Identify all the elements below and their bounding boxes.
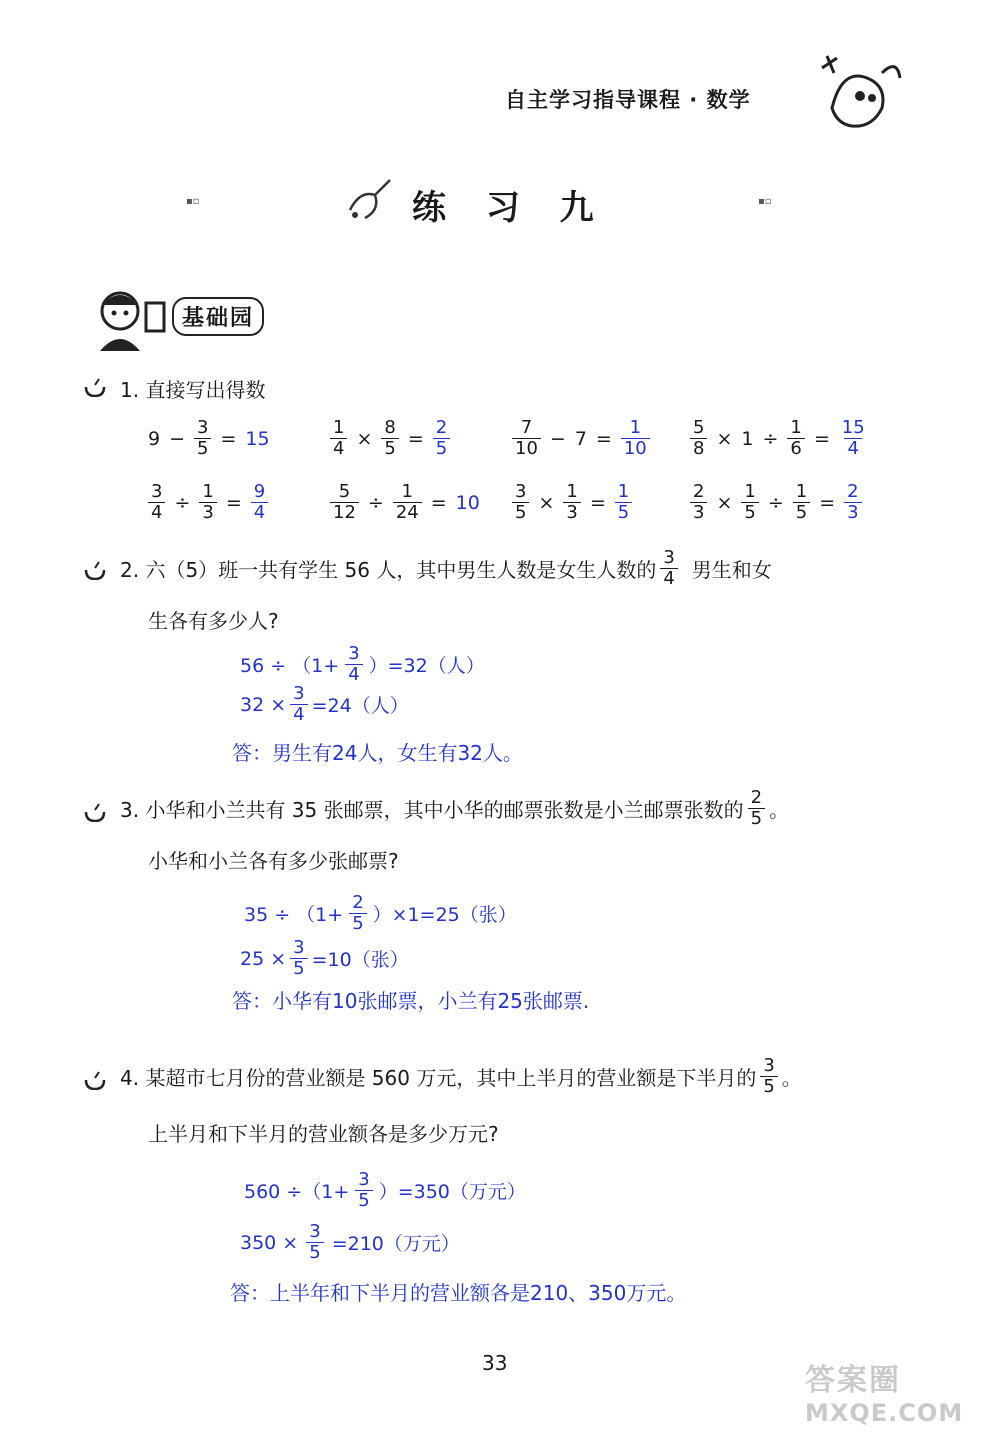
operator: − xyxy=(549,427,566,450)
numerator: 1 xyxy=(795,481,808,502)
book-header: 自主学习指导课程 · 数学 xyxy=(505,88,751,112)
solution-text: ）×1=25（张） xyxy=(372,904,517,926)
operator: × xyxy=(356,427,373,450)
q4-solution-line-2 xyxy=(240,1222,460,1263)
denominator: 4 xyxy=(330,438,347,459)
solution-text: =10（张） xyxy=(311,949,409,971)
q1-item-6 xyxy=(330,482,480,523)
q4-answer: 答：上半年和下半月的营业额各是210、350万元。 xyxy=(230,1281,687,1305)
denominator: 5 xyxy=(741,502,758,523)
question-text: 3. 小华和小兰共有 35 张邮票，其中小华的邮票张数是小兰邮票张数的 xyxy=(120,798,744,822)
denominator: 5 xyxy=(306,1242,323,1263)
q1-item-1 xyxy=(148,418,270,459)
numerator: 3 xyxy=(309,1221,321,1242)
denominator: 5 xyxy=(760,1076,777,1097)
denominator: 3 xyxy=(690,502,707,523)
denominator: 4 xyxy=(290,704,307,725)
numerator: 3 xyxy=(151,481,163,502)
bird-icon xyxy=(340,170,400,225)
numerator: 8 xyxy=(384,417,396,438)
equals: = xyxy=(589,491,606,514)
denominator: 12 xyxy=(330,502,359,523)
title-ornament-right: ▪▫ xyxy=(758,196,772,207)
solution-text: 25 × xyxy=(240,947,287,970)
watermark-url: MXQE.COM xyxy=(805,1399,964,1427)
denominator: 5 xyxy=(512,502,529,523)
q1-item-8 xyxy=(690,482,862,523)
solution-text: 35 ÷ （1+ xyxy=(244,904,344,926)
question-4-text-line2: 上半月和下半月的营业额各是多少万元? xyxy=(148,1122,499,1146)
denominator: 4 xyxy=(148,502,165,523)
denominator: 4 xyxy=(844,438,861,459)
solution-text: =24（人） xyxy=(311,695,409,717)
operand: 7 xyxy=(574,427,587,450)
denominator: 3 xyxy=(563,502,580,523)
title-ornament-left: ▪▫ xyxy=(186,196,200,207)
fraction xyxy=(393,482,422,523)
numerator: 5 xyxy=(693,417,705,438)
apple-icon xyxy=(82,560,108,580)
operator: × xyxy=(716,491,733,514)
q4-solution-line-1 xyxy=(244,1170,526,1211)
answer-fraction xyxy=(844,482,861,523)
q2-solution-line-2 xyxy=(240,684,409,725)
fraction xyxy=(760,1056,777,1097)
numerator: 2 xyxy=(693,481,705,502)
question-2-text-line2: 生各有多少人? xyxy=(148,609,279,633)
question-1-label: 1. 直接写出得数 xyxy=(120,378,266,402)
numerator: 2 xyxy=(435,417,448,438)
denominator: 5 xyxy=(615,502,632,523)
fraction xyxy=(381,418,398,459)
q1-item-3 xyxy=(512,418,650,459)
q1-item-7 xyxy=(512,482,632,523)
apple-icon xyxy=(82,377,108,397)
q2-answer: 答：男生有24人，女生有32人。 xyxy=(232,741,523,765)
apple-icon xyxy=(82,1070,108,1090)
operator: ÷ xyxy=(767,491,784,514)
fraction xyxy=(660,548,677,589)
solution-text: 56 ÷ （1+ xyxy=(240,655,340,677)
numerator: 3 xyxy=(763,1055,775,1076)
fraction xyxy=(330,482,359,523)
denominator: 5 xyxy=(355,1190,372,1211)
answer-fraction xyxy=(251,482,268,523)
fraction xyxy=(306,1222,323,1263)
equals: = xyxy=(220,427,237,450)
question-4-text xyxy=(120,1056,802,1097)
denominator: 5 xyxy=(433,438,450,459)
watermark-logo-text: 答案圈 xyxy=(805,1363,901,1398)
fraction xyxy=(793,482,810,523)
denominator: 24 xyxy=(393,502,422,523)
answer: 15 xyxy=(245,427,270,450)
fraction xyxy=(741,482,758,523)
fraction xyxy=(690,418,707,459)
numerator: 3 xyxy=(515,481,527,502)
solution-text: 350 × xyxy=(240,1231,299,1254)
fraction xyxy=(690,482,707,523)
question-3-text-line2: 小华和小兰各有多少张邮票? xyxy=(148,849,399,873)
question-text: 4. 某超市七月份的营业额是 560 万元，其中上半月的营业额是下半月的 xyxy=(120,1066,757,1090)
q3-answer: 答：小华有10张邮票，小兰有25张邮票. xyxy=(232,989,590,1013)
numerator: 2 xyxy=(750,787,763,808)
numerator: 3 xyxy=(348,643,360,664)
numerator: 1 xyxy=(401,481,413,502)
numerator: 9 xyxy=(253,481,266,502)
fraction xyxy=(345,644,362,685)
numerator: 2 xyxy=(352,892,364,913)
numerator: 5 xyxy=(338,481,351,502)
section-label: 基础园 xyxy=(172,297,264,336)
denominator: 5 xyxy=(748,808,765,829)
fraction xyxy=(194,418,211,459)
operator: − xyxy=(169,427,186,450)
denominator: 6 xyxy=(787,438,804,459)
fraction xyxy=(290,684,307,725)
numerator: 1 xyxy=(566,481,578,502)
equals: = xyxy=(225,491,242,514)
fraction xyxy=(330,418,347,459)
question-text: 。 xyxy=(769,798,790,822)
fraction xyxy=(563,482,580,523)
denominator: 5 xyxy=(290,958,307,979)
operand: 1 xyxy=(741,427,754,450)
fraction xyxy=(349,893,366,934)
numerator: 3 xyxy=(358,1169,370,1190)
numerator: 2 xyxy=(847,481,859,502)
denominator: 10 xyxy=(512,438,541,459)
page-number: 33 xyxy=(482,1351,508,1375)
operator: ÷ xyxy=(174,491,191,514)
denominator: 10 xyxy=(621,438,650,459)
denominator: 5 xyxy=(194,438,211,459)
operator: ÷ xyxy=(762,427,779,450)
page-title: 练 习 九 xyxy=(412,188,608,228)
numerator: 1 xyxy=(790,417,802,438)
numerator: 1 xyxy=(202,481,214,502)
denominator: 4 xyxy=(251,502,268,523)
cartoon-figure-icon xyxy=(812,48,902,140)
watermark xyxy=(805,1355,990,1430)
q3-solution-line-1 xyxy=(244,893,517,934)
fraction xyxy=(290,938,307,979)
numerator: 3 xyxy=(197,417,209,438)
fraction xyxy=(512,482,529,523)
fraction xyxy=(787,418,804,459)
fraction xyxy=(512,418,541,459)
question-3-text xyxy=(120,788,789,829)
q1-item-5 xyxy=(148,482,268,523)
equals: = xyxy=(819,491,836,514)
operator: × xyxy=(716,427,733,450)
solution-text: 32 × xyxy=(240,693,287,716)
fraction xyxy=(355,1170,372,1211)
operator: × xyxy=(538,491,555,514)
fraction xyxy=(199,482,216,523)
denominator: 4 xyxy=(345,664,362,685)
equals: = xyxy=(595,427,612,450)
numerator: 1 xyxy=(744,481,756,502)
equals: = xyxy=(407,427,424,450)
denominator: 4 xyxy=(660,568,677,589)
numerator: 3 xyxy=(293,937,305,958)
question-text: 男生和女 xyxy=(691,558,772,582)
numerator: 1 xyxy=(617,481,630,502)
solution-text: =210（万元） xyxy=(331,1233,460,1255)
solution-text: ）=32（人） xyxy=(368,655,485,677)
q1-item-4 xyxy=(690,418,868,459)
equals: = xyxy=(813,427,830,450)
answer-fraction xyxy=(433,418,450,459)
numerator: 7 xyxy=(520,417,533,438)
numerator: 1 xyxy=(333,417,345,438)
equals: = xyxy=(430,491,447,514)
boy-reading-icon xyxy=(80,283,170,353)
solution-text: ）=350（万元） xyxy=(378,1181,526,1203)
numerator: 15 xyxy=(841,417,865,438)
answer: 10 xyxy=(455,491,480,514)
numerator: 1 xyxy=(629,417,642,438)
q2-solution-line-1 xyxy=(240,644,485,685)
denominator: 5 xyxy=(793,502,810,523)
answer-fraction xyxy=(839,418,868,459)
answer-fraction xyxy=(621,418,650,459)
operator: ÷ xyxy=(367,491,384,514)
question-2-text xyxy=(120,548,772,589)
denominator: 5 xyxy=(381,438,398,459)
denominator: 5 xyxy=(349,913,366,934)
solution-text: 560 ÷（1+ xyxy=(244,1181,350,1203)
q3-solution-line-2 xyxy=(240,938,409,979)
operand: 9 xyxy=(148,427,161,450)
answer-fraction xyxy=(615,482,632,523)
denominator: 3 xyxy=(199,502,216,523)
fraction xyxy=(748,788,765,829)
fraction xyxy=(148,482,165,523)
question-text: 2. 六（5）班一共有学生 56 人，其中男生人数是女生人数的 xyxy=(120,558,657,582)
q1-item-2 xyxy=(330,418,450,459)
denominator: 8 xyxy=(690,438,707,459)
apple-icon xyxy=(82,802,108,822)
question-text: 。 xyxy=(781,1066,802,1090)
numerator: 3 xyxy=(663,547,675,568)
denominator: 3 xyxy=(844,502,861,523)
numerator: 3 xyxy=(293,683,305,704)
